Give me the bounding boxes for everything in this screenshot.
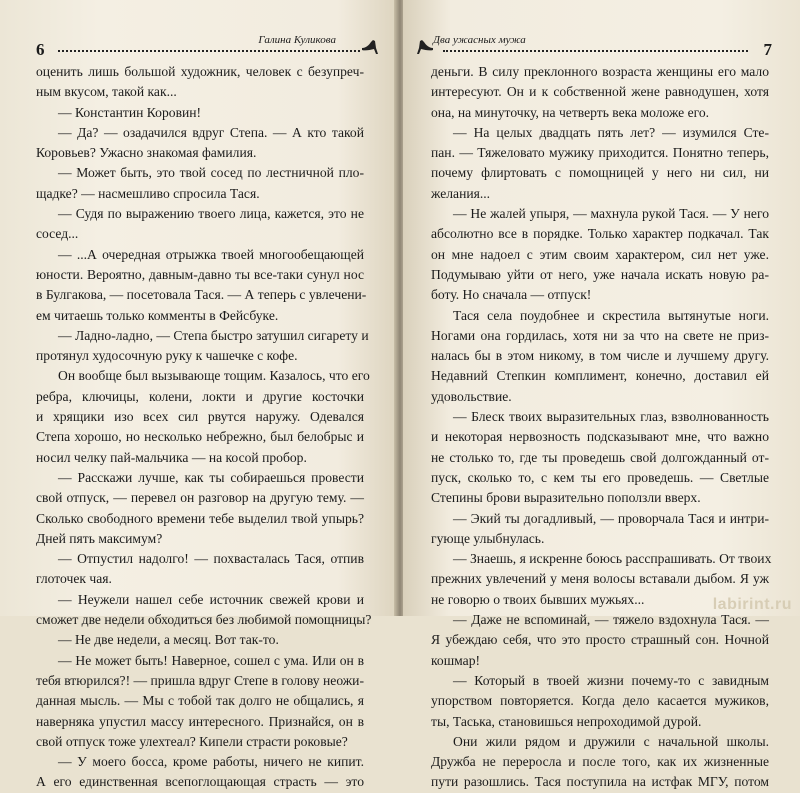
text-line: — Не две недели, а месяц. Вот так-то. — [58, 632, 279, 648]
text-line: свой отпуск тоже улехтеал? Кипели страсти роковые? — [36, 733, 348, 749]
text-line: Они жили рядом и дружили с начальной школы. — [453, 733, 769, 749]
text-line: он мне надоел с этим своим характером, сил нет уже. — [431, 246, 769, 262]
text-line: — Константин Коровин! — [58, 104, 202, 120]
text-line: щадке? — насмешливо спросила Тася. — [36, 185, 260, 201]
text-line: в Булгакова, — посетовала Тася. — А теперь с увлечени- — [36, 287, 367, 303]
text-line: — У моего босса, кроме работы, ничего не кипит. — [58, 754, 364, 770]
text-line: Степины брови выразительно поползли вверх. — [431, 490, 701, 506]
text-line: удовольствие. — [431, 388, 512, 404]
text-line: данная мысль. — Мы с тобой так долго не общались, я — [36, 693, 364, 709]
text-line: наверняка упустил массу интересного. Признайся, он в — [36, 713, 364, 729]
text-line: Степа хорошо, но несколько небрежно, был белобрыс и — [36, 429, 364, 445]
text-line: протянул худосочную руку к чашечке с кофе. — [36, 348, 298, 364]
text-line: гующе улыбнулась. — [431, 530, 545, 546]
text-line: прежних увлечений у меня волосы вставали дыбом. Я уж — [431, 571, 769, 587]
text-line: — Не жалей упыря, — махнула рукой Тася. — У него — [453, 206, 769, 222]
text-line: тебя втюрился?! — пришла вдруг Степе в голову неожи- — [36, 672, 364, 688]
text-line: свой отпуск, — перевел он разговор на другую тему. — — [36, 490, 364, 506]
text-line: — Который в твоей жизни почему-то с завидным — [453, 672, 769, 688]
text-line: абсолютно все в порядке. Только характер подкачал. Так — [431, 226, 769, 242]
text-line: — Да? — озадачился вдруг Степа. — А кто такой — [58, 124, 364, 140]
text-line: — Даже не вспоминай, — тяжело вздохнула Тася. — — [453, 612, 769, 628]
left-page — [0, 0, 397, 790]
text-line: носил челку пай-мальчика — на косой пробор. — [36, 449, 307, 465]
left-page-header — [36, 34, 376, 64]
right-page-header — [427, 34, 772, 64]
dotted-rule — [443, 48, 748, 52]
text-line: А его единственная всепоглощающая страсть — это — [36, 774, 364, 790]
text-line: Я убеждаю себя, что это просто страшный сон. Ночной — [431, 632, 769, 648]
text-line: Тася села поудобнее и скрестила вытянутые ноги. — [453, 307, 769, 323]
left-page-number: 6 — [36, 40, 45, 59]
text-line: кошмар! — [431, 652, 481, 668]
text-line: налась бы в этом никому, в том числе и лучшему другу. — [431, 348, 769, 364]
right-running-title: Два ужасных мужа — [433, 34, 526, 46]
text-line: желания... — [431, 185, 491, 201]
text-line: — Не может быть! Наверное, сошел с ума. Или он в — [58, 652, 364, 668]
text-line: сможет две недели обходиться без любимой помощницы? — [36, 612, 372, 628]
text-line: Ногами она гордилась, хотя ни за что на свете не приз- — [431, 327, 769, 343]
text-line: не говорю о твоих бывших мужьях... — [431, 591, 645, 607]
text-line: Сколько свободного времени тебе выделил твой упырь? — [36, 510, 364, 526]
text-line: — Отпустил надолго! — похвасталась Тася, отпив — [58, 551, 364, 567]
text-line: глоточек чая. — [36, 571, 112, 587]
text-line: пуск, сколько то, с кем ты его проведешь. — Светлые — [431, 469, 769, 485]
high-heel-icon — [360, 36, 380, 56]
text-line: упорством повторяется. Когда дело касается мужиков, — [431, 693, 769, 709]
text-line: — Судя по выражению твоего лица, кажется, это не — [58, 206, 364, 222]
text-line: Подумываю уйти от него, уже начала искать новую ра- — [431, 266, 769, 282]
text-line: ным вкусом, такой как... — [36, 84, 177, 100]
text-line: — Может быть, это твой сосед по лестничной пло- — [58, 165, 364, 181]
text-line: она, на минуточку, на четверть века моложе его. — [431, 104, 710, 120]
text-line: оценить лишь большой художник, человек с безупреч- — [36, 64, 364, 79]
text-line: — На целых двадцать пять лет? — изумился Сте- — [453, 124, 769, 140]
left-page-text — [36, 62, 372, 793]
text-line: юности. Вероятно, давным-давно ты все-таки сунул нос — [36, 266, 364, 282]
text-line: пан. — Тяжеловато мужику приходится. Понятно теперь, — [431, 145, 769, 161]
dotted-rule — [58, 48, 360, 52]
text-line: Он вообще был вызывающе тощим. Казалось, что его — [58, 368, 370, 384]
right-page-number: 7 — [763, 40, 772, 59]
text-line: ем читаешь только комменты в Фейсбуке. — [36, 307, 279, 323]
text-line: — Расскажи лучше, как ты собираешься провести — [58, 469, 364, 485]
text-line: интересуют. Он и к собственной жене равнодушен, хотя — [431, 84, 769, 100]
high-heel-icon — [415, 36, 435, 56]
text-line: не столько то, где ты проведешь свой долгожданный от- — [431, 449, 769, 465]
right-page-text — [431, 62, 772, 793]
left-running-title: Галина Куликова — [258, 34, 336, 46]
text-line: сосед... — [36, 226, 79, 242]
text-line: ты, Таська, становишься непроходимой дурой. — [431, 713, 702, 729]
text-line: пути разошлись. Тася поступила на истфак МГУ, потом — [431, 774, 769, 790]
text-line: — Неужели нашел себе источник свежей крови и — [58, 591, 364, 607]
text-line: и некоторая нервозность подсказывают мне, что важно — [431, 429, 769, 445]
watermark: labirint.ru — [712, 596, 792, 613]
text-line: почему флиртовать с помощницей у него ни сил, ни — [431, 165, 769, 181]
text-line: деньги. В силу преклонного возраста женщины его мало — [431, 64, 769, 79]
right-page — [403, 0, 800, 790]
text-line: — Ладно-ладно, — Степа быстро затушил сигарету и — [58, 327, 369, 343]
text-line: — Блеск твоих выразительных глаз, взволнованность — [453, 409, 769, 425]
text-line: Дней пять максимум? — [36, 530, 163, 546]
text-line: Недавний Степкин комплимент, конечно, доставил ей — [431, 368, 769, 384]
text-line: ребра, ключицы, колени, локти и другие косточки — [36, 388, 364, 404]
text-line: — Экий ты догадливый, — проворчала Тася и интри- — [453, 510, 769, 526]
text-line: боту. Но сначала — отпуск! — [431, 287, 592, 303]
text-line: Коровьев? Ужасно знакомая фамилия. — [36, 145, 257, 161]
text-line: и хрящики изо всех сил рвутся наружу. Одевался — [36, 409, 364, 425]
text-line: — ...А очередная отрыжка твоей многообещающей — [58, 246, 364, 262]
text-line: — Знаешь, я искренне боюсь расспрашивать. От твоих — [453, 551, 772, 567]
text-line: Дружба не переросла и после того, как их жизненные — [431, 754, 769, 770]
